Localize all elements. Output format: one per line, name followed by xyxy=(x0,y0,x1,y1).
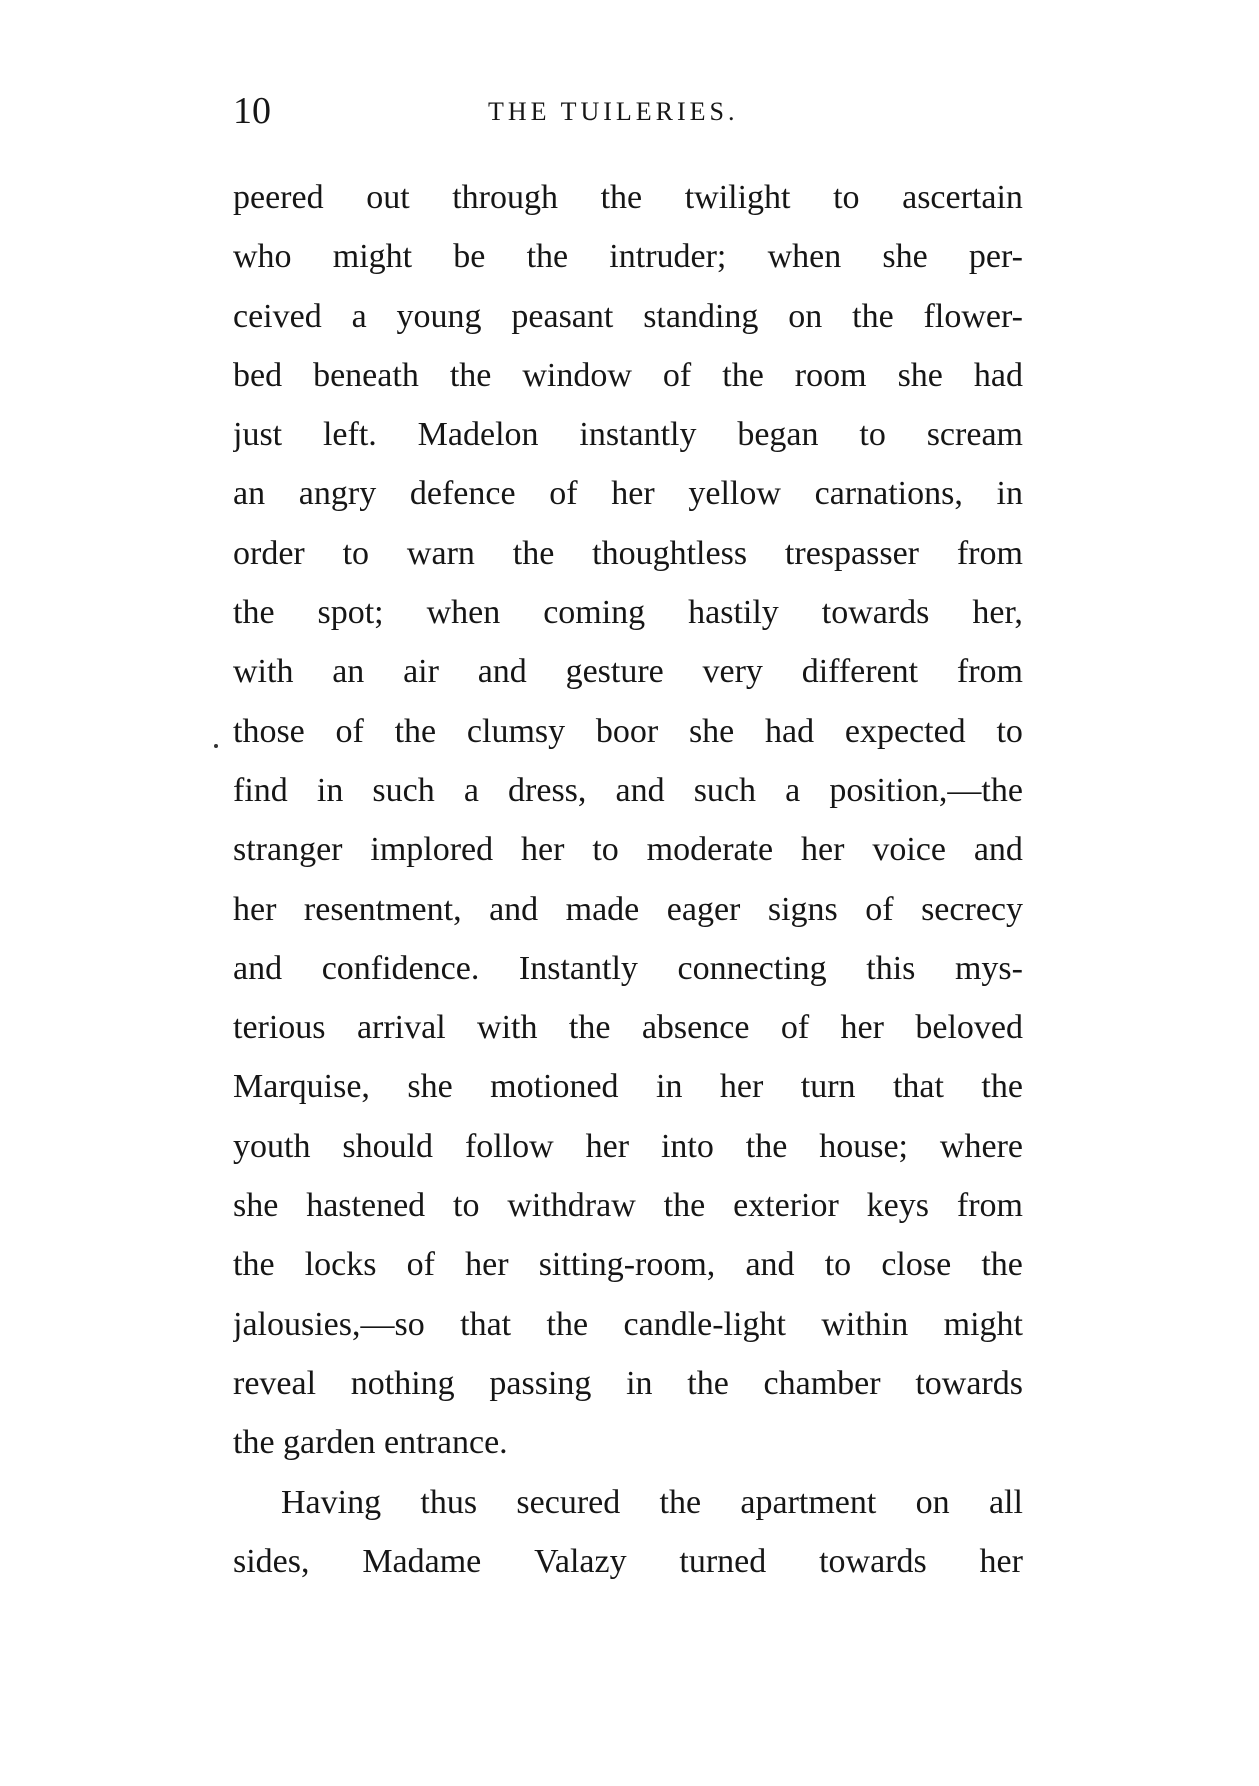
text-line: Marquise, she motioned in her turn that the xyxy=(233,1068,1023,1106)
text-line: jalousies,—so that the candle-light within might xyxy=(233,1305,1023,1343)
text-line: stranger implored her to moderate her voice and xyxy=(233,831,1023,869)
text-line: order to warn the thoughtless trespasser from xyxy=(233,534,1023,572)
text-line: terious arrival with the absence of her beloved xyxy=(233,1009,1023,1047)
text-line: youth should follow her into the house; where xyxy=(233,1127,1023,1165)
text-line: with an air and gesture very different from xyxy=(233,653,1023,691)
text-line: reveal nothing passing in the chamber towards xyxy=(233,1364,1023,1402)
text-line: find in such a dress, and such a position,—the xyxy=(233,771,1023,809)
text-line: peered out through the twilight to ascertain xyxy=(233,179,1023,216)
paragraph-1 xyxy=(233,168,1023,1473)
text-line: Having thus secured the apartment on all xyxy=(281,1483,1023,1521)
text-line: the spot; when coming hastily towards her, xyxy=(233,594,1023,632)
text-line: who might be the intruder; when she per- xyxy=(233,238,1023,276)
text-line: an angry defence of her yellow carnations, in xyxy=(233,475,1023,513)
text-line: and confidence. Instantly connecting this mys- xyxy=(233,949,1023,987)
text-line: sides, Madame Valazy turned towards her xyxy=(233,1542,1023,1580)
text-line: the locks of her sitting-room, and to close the xyxy=(233,1246,1023,1284)
page-number: 10 xyxy=(233,90,271,132)
text-line: she hastened to withdraw the exterior keys from xyxy=(233,1187,1023,1225)
text-line: just left. Madelon instantly began to scream xyxy=(233,416,1023,454)
text-line: her resentment, and made eager signs of secrecy xyxy=(233,890,1023,928)
text-line: those of the clumsy boor she had expected to xyxy=(233,712,1023,750)
running-title: THE TUILERIES. xyxy=(488,97,739,126)
text-line: bed beneath the window of the room she had xyxy=(233,356,1023,394)
print-speck xyxy=(214,744,218,748)
body-text xyxy=(233,168,1023,1591)
text-line: the garden entrance. xyxy=(233,1424,508,1462)
text-line: ceived a young peasant standing on the flower- xyxy=(233,297,1023,335)
paragraph-2 xyxy=(233,1473,1023,1592)
page-header xyxy=(233,86,1023,136)
